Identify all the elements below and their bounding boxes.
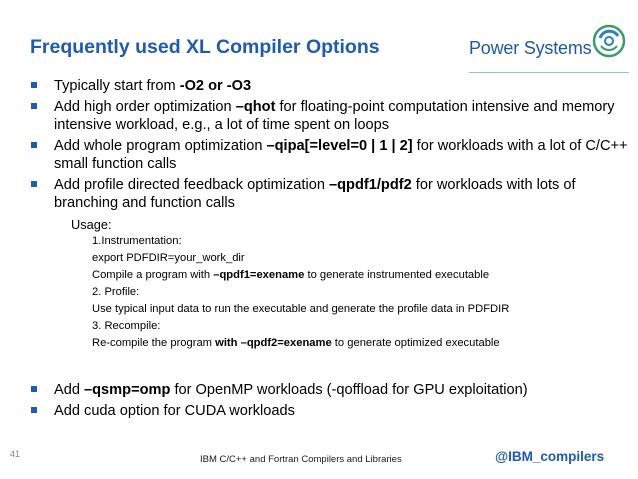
bullet-text: Add whole program optimization xyxy=(54,138,267,154)
usage-step1: 1.Instrumentation: xyxy=(92,235,182,247)
usage-bold-text: –qpdf1=exename xyxy=(213,269,305,281)
logo-text: Power Systems xyxy=(469,38,592,58)
bullet-square-icon xyxy=(31,142,37,148)
bullet-bold-text: –qhot xyxy=(235,99,276,115)
usage-bold-text: with –qpdf2=exename xyxy=(215,337,332,349)
bullet-text: Add cuda option for CUDA workloads xyxy=(54,403,295,419)
bullet-bold-text: –qsmp=omp xyxy=(84,382,171,398)
bullet-list xyxy=(30,77,630,352)
bullet-text: Typically start from xyxy=(54,78,180,94)
globe-icon xyxy=(592,24,626,58)
bullet-item xyxy=(30,137,630,173)
bullet-bold-text: –qipa[=level=0 | 1 | 2] xyxy=(266,138,413,154)
usage-text: to generate optimized executable xyxy=(331,337,500,349)
footer-text: IBM C/C++ and Fortran Compilers and Libraries xyxy=(200,454,402,465)
usage-block xyxy=(71,216,630,352)
bullet-text: Add high order optimization xyxy=(54,99,236,115)
logo-divider xyxy=(469,72,629,73)
slide-title: Frequently used XL Compiler Options xyxy=(30,36,380,58)
bullet-text: Add profile directed feedback optimization xyxy=(54,177,330,193)
power-systems-logo xyxy=(469,24,629,74)
usage-steps xyxy=(92,233,630,352)
bullet-square-icon xyxy=(31,407,37,413)
usage-profile: Use typical input data to run the executable and generate the profile data in PDFDIR xyxy=(92,303,510,315)
bullet-text: for floating-point computation intensive and memory intensive workload, e.g., a lot of time spent on loops xyxy=(54,99,615,133)
usage-recompile xyxy=(92,335,630,352)
bullet-text: Add xyxy=(54,382,85,398)
usage-text: Re-compile the program xyxy=(92,337,216,349)
usage-text: to generate instrumented executable xyxy=(304,269,490,281)
bullet-square-icon xyxy=(31,103,37,109)
bullet-list-secondary xyxy=(30,381,630,420)
bullet-item xyxy=(30,381,630,399)
usage-step3: 3. Recompile: xyxy=(92,320,161,332)
usage-text: Compile a program with xyxy=(92,269,214,281)
bullet-square-icon xyxy=(31,181,37,187)
bullet-item xyxy=(30,402,630,420)
bullet-text: for OpenMP workloads (-qoffload for GPU exploitation) xyxy=(170,382,528,398)
usage-step2: 2. Profile: xyxy=(92,286,140,298)
usage-compile xyxy=(92,267,630,284)
bullet-item xyxy=(30,98,630,134)
usage-export: export PDFDIR=your_work_dir xyxy=(92,252,245,264)
bullet-bold-text: -O2 or -O3 xyxy=(179,78,252,94)
bullet-square-icon xyxy=(31,82,37,88)
bullet-square-icon xyxy=(31,386,37,392)
bullet-text: for workloads with lots of branching and function calls xyxy=(54,177,576,211)
usage-label: Usage: xyxy=(71,217,112,232)
bullet-item xyxy=(30,176,630,212)
bullet-bold-text: –qpdf1/pdf2 xyxy=(329,177,412,193)
page-number: 41 xyxy=(10,449,21,459)
bullet-text: for workloads with a lot of C/C++ small function calls xyxy=(54,138,628,172)
twitter-handle: @IBM_compilers xyxy=(495,449,605,464)
bullet-item xyxy=(30,77,630,95)
